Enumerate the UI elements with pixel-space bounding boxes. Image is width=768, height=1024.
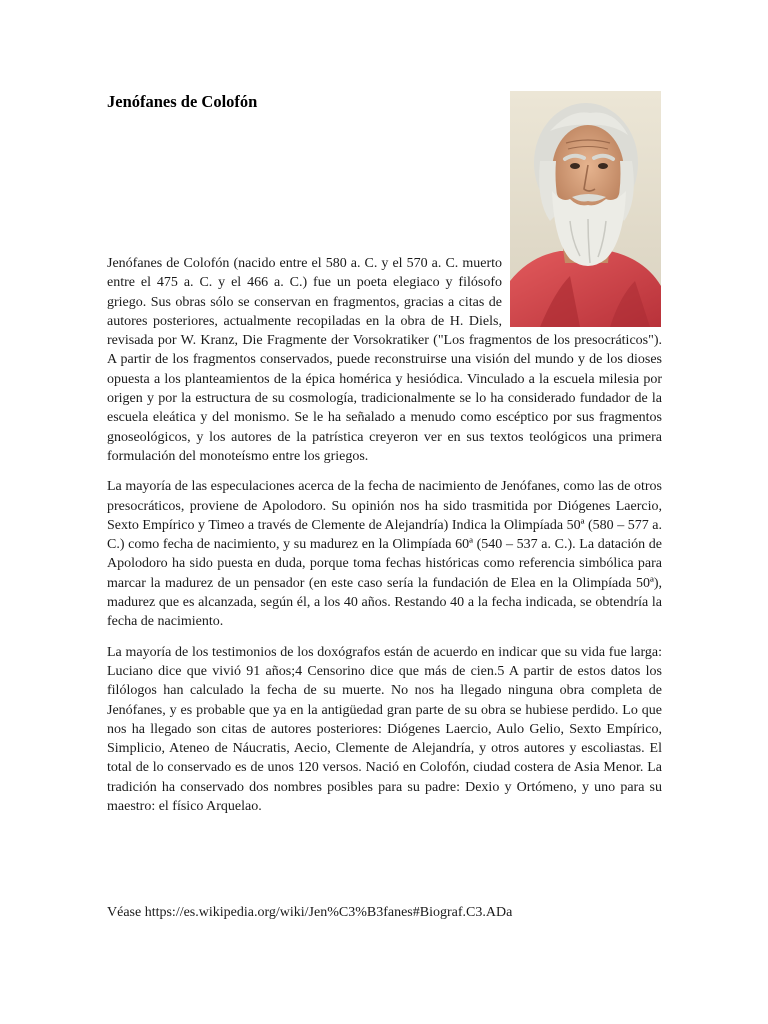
source-note: Véase https://es.wikipedia.org/wiki/Jen%C3%B3fanes#Biograf.C3.ADa — [107, 905, 513, 920]
article-body — [107, 254, 662, 827]
paragraph-testimonies: La mayoría de los testimonios de los doxógrafos están de acuerdo en indicar que su vida fue larga: Luciano dice que vivió 91 años;4 Censorino dice que más de cien.5 A partir de estos datos los filólogos han calculado la fecha de su muerte. No nos ha llegado ninguna obra completa de Jenófanes, y es probable que ya en la antigüedad gran parte de su obra se hubiese perdido. Lo que nos ha llegado son citas de autores posteriores: Diógenes Laercio, Aulo Gelio, Sexto Empírico, Simplicio, Ateneo de Náucratis, Aecio, Clemente de Alejandría, y otros autores y escoliastas. El total de lo conservado es de unos 120 versos. Nació en Colofón, ciudad costera de Asia Menor. La tradición ha conservado dos nombres posibles para su padre: Dexio y Ortómeno, y uno para su maestro: el físico Arquelao. — [107, 644, 662, 815]
document-title: Jenófanes de Colofón — [107, 92, 258, 111]
paragraph-birth-date: La mayoría de las especulaciones acerca de la fecha de nacimiento de Jenófanes, como las de otros presocráticos, proviene de Apolodoro. Su opinión nos ha sido trasmitida por Diógenes Laercio, Sexto Empírico y Timeo a través de Clemente de Alejandría) Indica la Olimpíada 50ª (580 – 577 a. C.) como fecha de nacimiento, y su madurez en la Olimpíada 60ª (540 – 537 a. C.). La datación de Apolodoro ha sido puesta en duda, porque toma fechas históricas como referencia simbólica para marcar la madurez de un pensador (en este caso sería la fundación de Elea en la Olimpíada 50ª), madurez que es alcanzada, según él, a los 40 años. Restando 40 a la fecha indicada, se obtendría la fecha de nacimiento. — [107, 479, 662, 630]
paragraph-intro: Jenófanes de Colofón (nacido entre el 580 a. C. y el 570 a. C. muerto entre el 475 a. C. y el 466 a. C.) fue un poeta elegiaco y filósofo griego. Sus obras sólo se conservan en fragmentos, gracias a citas de autores posteriores, actualmente recopiladas en la obra de H. Diels, revisada por W. Kranz, Die Fragmente der Vorsokratiker ("Los fragmentos de los presocráticos"). A partir de los fragmentos conservados, puede reconstruirse una visión del mundo y de los dioses opuesta a los planteamientos de la épica homérica y hesiódica. Vinculado a la escuela milesia por origen y por la estructura de su cosmología, tradicionalmente se lo ha considerado fundador de la escuela eleática y del monismo. Se le ha señalado a menudo como escéptico por sus fragmentos gnoseológicos, y los autores de la patrística creyeron ver en sus textos teológicos una primera formulación del monoteísmo entre los griegos. — [107, 256, 662, 464]
portrait-wrap-spacer — [502, 254, 662, 328]
